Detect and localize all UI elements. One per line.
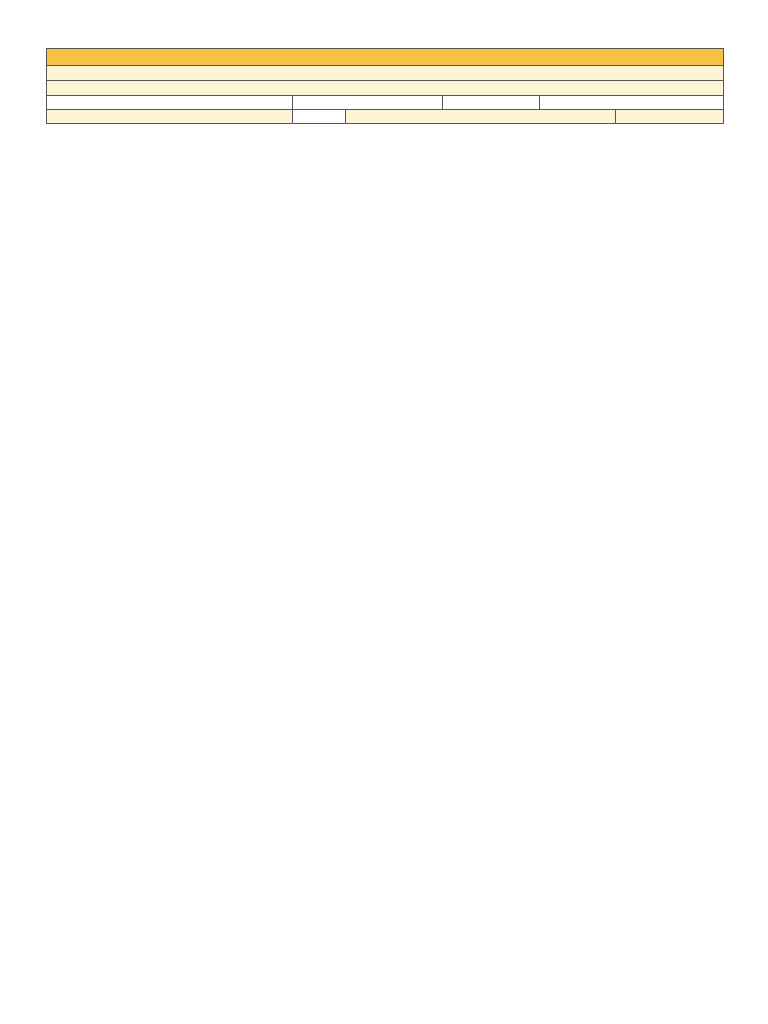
assessment-title — [47, 81, 724, 96]
section-result — [616, 110, 724, 124]
session-title — [47, 66, 724, 81]
class-incharge — [540, 96, 724, 110]
section-subjects — [346, 110, 616, 124]
assessment-table — [46, 48, 724, 124]
school-title — [47, 49, 724, 66]
section-student-details — [47, 110, 293, 124]
class-label — [47, 96, 293, 110]
